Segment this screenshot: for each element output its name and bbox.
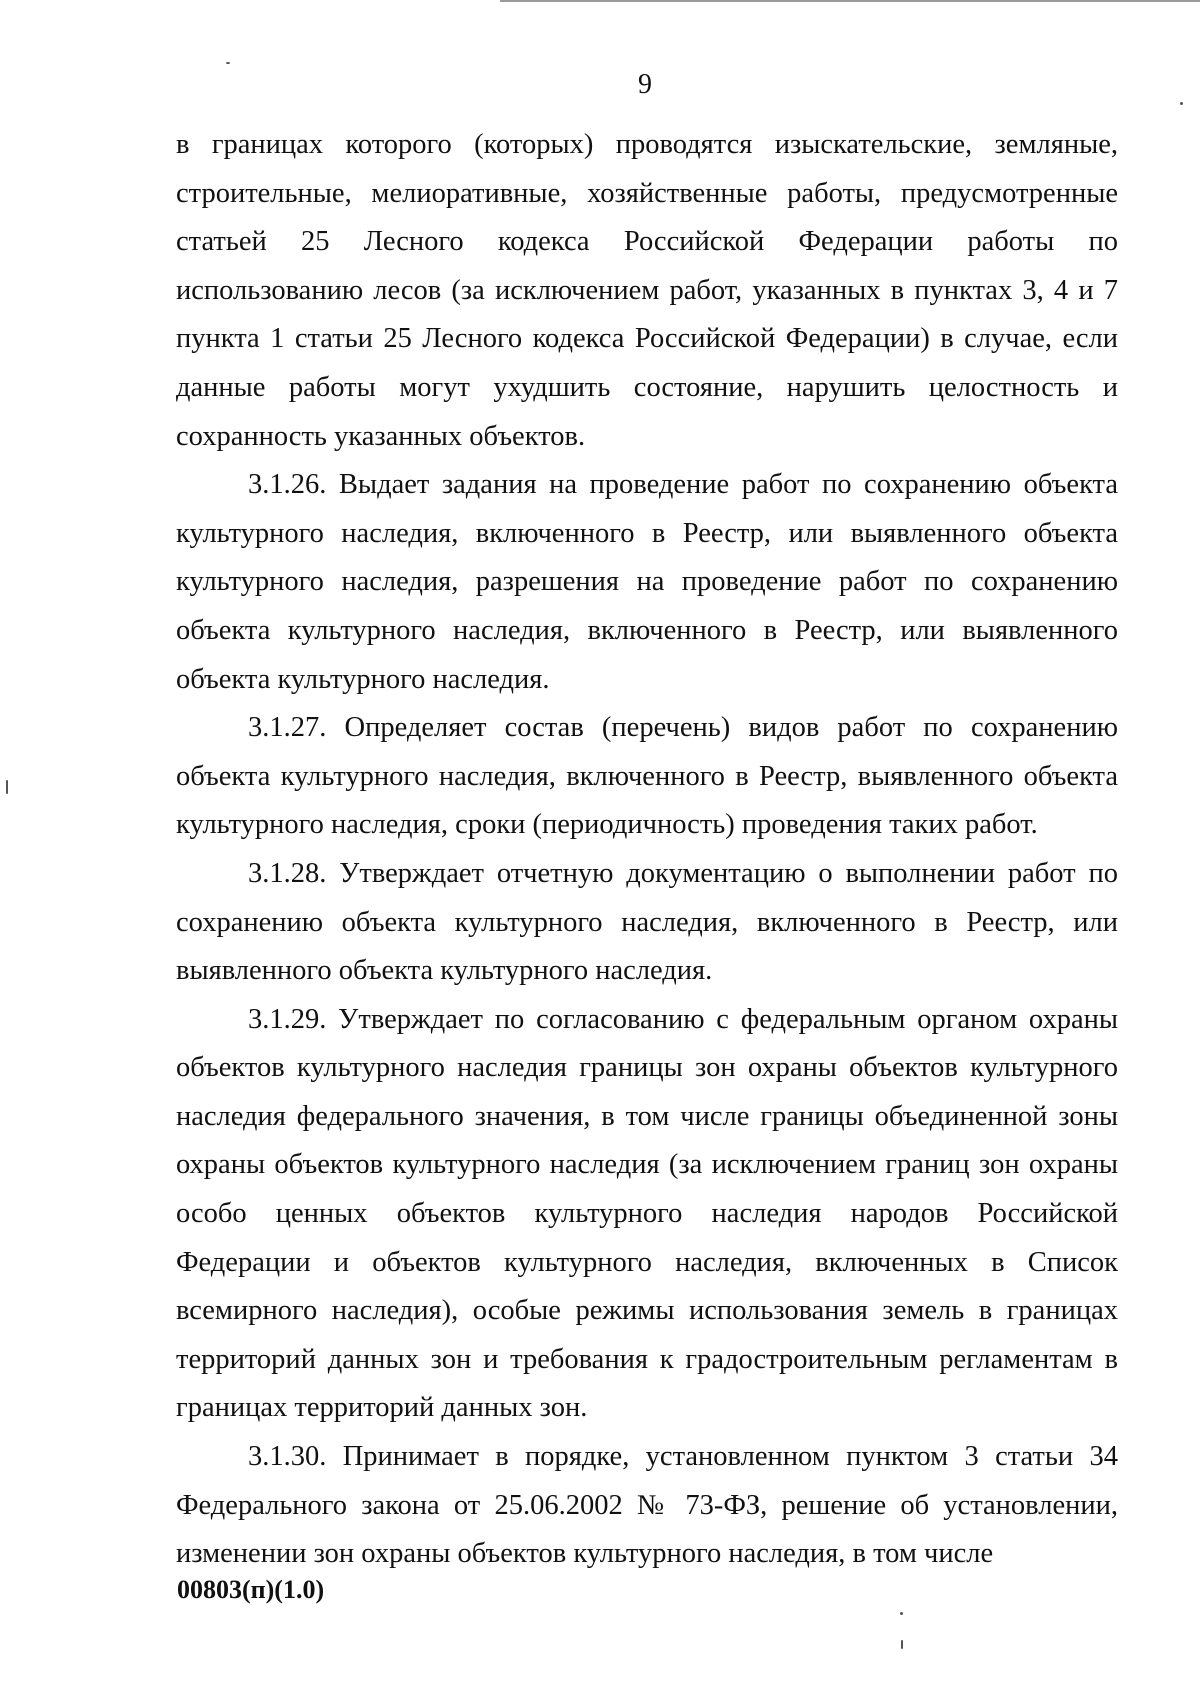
paragraph-3-1-29: 3.1.29. Утверждает по согласованию с федеральным органом охраны объектов культурного наследия границы зон охраны объектов культурного наследия федерального значения, в том числе границы объединенной зоны охраны объектов культурного наследия (за исключением границ зон охраны особо ценных объектов культурного наследия народов Российской Федерации и объектов культурного наследия, включенных в Список всемирного наследия), особые режимы использования земель в границах территорий данных зон и требования к градостроительным регламентам в границах территорий данных зон. <box>176 1003 1118 1424</box>
paragraph-3-1-28: 3.1.28. Утверждает отчетную документацию о выполнении работ по сохранению объекта культурного наследия, включенного в Реестр, или выявленного объекта культурного наследия. <box>176 857 1118 987</box>
scan-edge-line <box>500 0 1200 2</box>
scan-speck <box>6 780 8 794</box>
paragraph-3-1-30: 3.1.30. Принимает в порядке, установленном пунктом 3 статьи 34 Федерального закона от 25.06.2002 № 73-ФЗ, решение об установлении, изменении зон охраны объектов культурного наследия, в том числе <box>176 1441 1118 1570</box>
paragraph-continuation: в границах которого (которых) проводятся изыскательские, земляные, строительные, мелиоративные, хозяйственные работы, предусмотренные статьей 25 Лесного кодекса Российской Федерации работы по использованию лесов (за исключением работ, указанных в пунктах 3, 4 и 7 пункта 1 статьи 25 Лесного кодекса Российской Федерации) в случае, если данные работы могут ухудшить состояние, нарушить целостность и сохранность указанных объектов. <box>176 129 1118 452</box>
paragraph-3-1-27: 3.1.27. Определяет состав (перечень) видов работ по сохранению объекта культурного наследия, включенного в Реестр, выявленного объекта культурного наследия, сроки (периодичность) проведения таких работ. <box>176 712 1118 841</box>
document-code: 00803(п)(1.0) <box>177 1575 325 1604</box>
scan-speck <box>900 1612 903 1615</box>
scan-speck <box>1180 102 1183 105</box>
document-body <box>176 121 1118 1579</box>
page-number: 9 <box>638 69 652 100</box>
scan-speck <box>226 62 230 64</box>
scan-speck <box>901 1640 903 1649</box>
paragraph-3-1-26: 3.1.26. Выдает задания на проведение работ по сохранению объекта культурного наследия, включенного в Реестр, или выявленного объекта культурного наследия, разрешения на проведение работ по сохранению объекта культурного наследия, включенного в Реестр, или выявленного объекта культурного наследия. <box>176 469 1118 695</box>
